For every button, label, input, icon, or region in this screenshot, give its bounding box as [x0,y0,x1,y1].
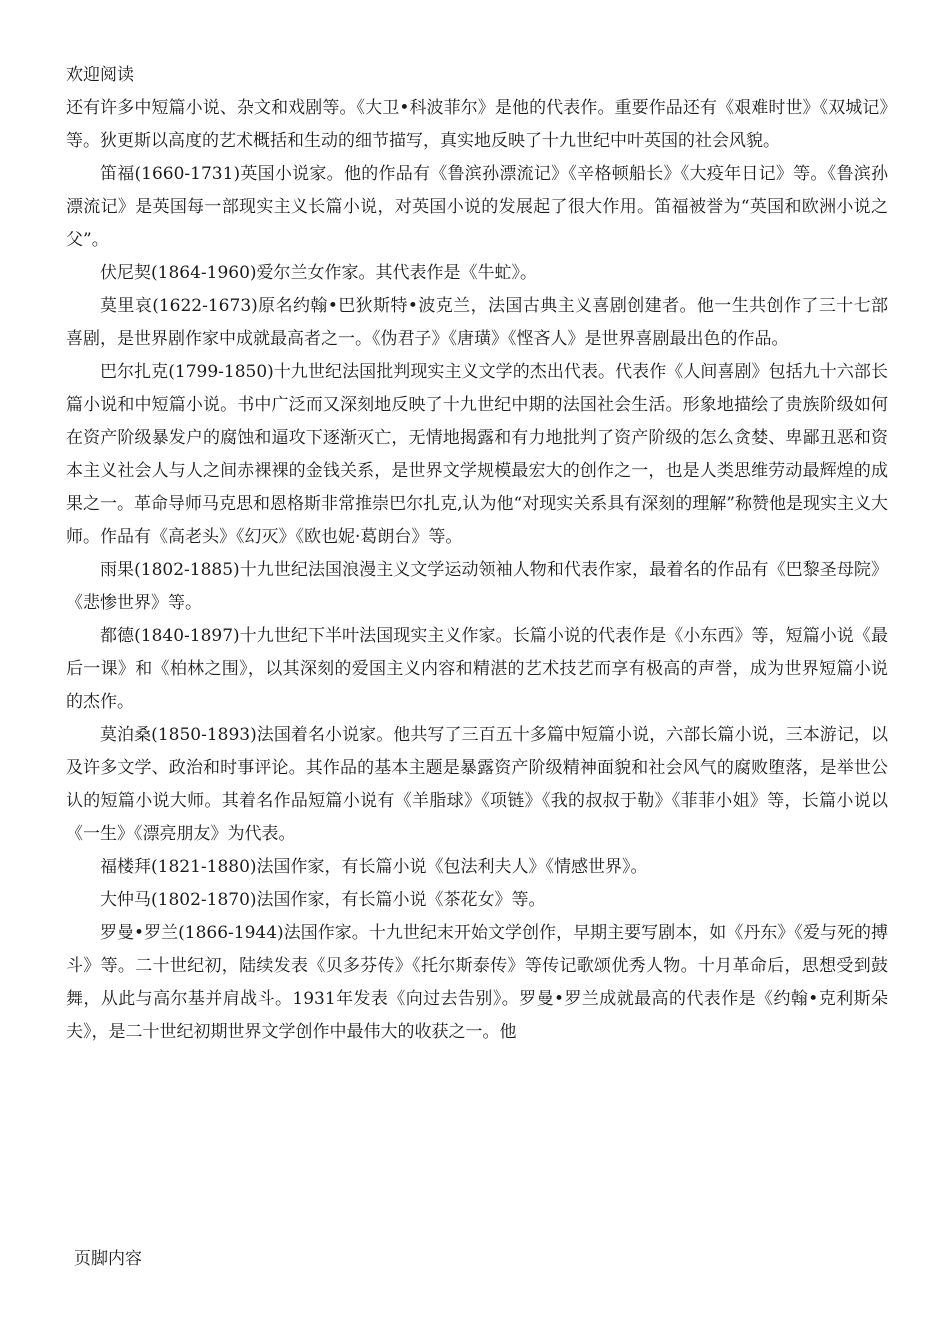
paragraph-flaubert: 福楼拜(1821-1880)法国作家，有长篇小说《包法利夫人》《情感世界》。 [100,857,648,877]
paragraph-moliere: 莫里哀(1622-1673)原名约翰•巴狄斯特•波克兰，法国古典主义喜剧创建者。他一生共创作了三十七部喜剧，是世界剧作家中成就最高者之一。《伪君子》《唐璜》《悭吝人》是世界喜剧最出色的作品。 [66,296,888,349]
paragraph-maupassant: 莫泊桑(1850-1893)法国着名小说家。他共写了三百五十多篇中短篇小说，六部长篇小说，三本游记，以及许多文学、政治和时事评论。其作品的基本主题是暴露资产阶级精神面貌和社会风气的腐败堕落，是举世公认的短篇小说大师。其着名作品短篇小说有《羊脂球》《项链》《我的叔叔于勒》《菲菲小姐》等，长篇小说以《一生》《漂亮朋友》为代表。 [66,725,888,844]
paragraph-dumas: 大仲马(1802-1870)法国作家，有长篇小说《茶花女》等。 [100,890,546,910]
paragraph-dickens-continued: 还有许多中短篇小说、杂文和戏剧等。《大卫•科波菲尔》是他的代表作。重要作品还有《艰难时世》《双城记》等。狄更斯以高度的艺术概括和生动的细节描写，真实地反映了十九世纪中叶英国的社会风貌。 [66,98,888,151]
paragraph-voynich: 伏尼契(1864-1960)爱尔兰女作家。其代表作是《牛虻》。 [100,263,538,283]
page-header: 欢迎阅读 [66,65,134,85]
paragraph-hugo: 雨果(1802-1885)十九世纪法国浪漫主义文学运动领袖人物和代表作家，最着名的作品有《巴黎圣母院》《悲惨世界》等。 [66,560,888,613]
paragraph-defoe: 笛福(1660-1731)英国小说家。他的作品有《鲁滨孙漂流记》《辛格顿船长》《大疫年日记》等。《鲁滨孙漂流记》是英国每一部现实主义长篇小说，对英国小说的发展起了很大作用。笛福被誉为“英国和欧洲小说之父”。 [66,164,888,250]
document-body [66,92,888,1049]
paragraph-balzac: 巴尔扎克(1799-1850)十九世纪法国批判现实主义文学的杰出代表。代表作《人间喜剧》包括九十六部长篇小说和中短篇小说。书中广泛而又深刻地反映了十九世纪中期的法国社会生活。形象地描绘了贵族阶级如何在资产阶级暴发户的腐蚀和逼攻下逐渐灭亡，无情地揭露和有力地批判了资产阶级的怎么贪婪、卑鄙丑恶和资本主义社会人与人之间赤裸裸的金钱关系，是世界文学规模最宏大的创作之一，也是人类思维劳动最辉煌的成果之一。革命导师马克思和恩格斯非常推崇巴尔扎克,认为他“对现实关系具有深刻的理解”称赞他是现实主义大师。作品有《高老头》《幻灭》《欧也妮·葛朗台》等。 [66,362,888,547]
page-footer: 页脚内容 [74,1249,142,1269]
paragraph-daudet: 都德(1840-1897)十九世纪下半叶法国现实主义作家。长篇小说的代表作是《小东西》等，短篇小说《最后一课》和《柏林之围》，以其深刻的爱国主义内容和精湛的艺术技艺而享有极高的声誉，成为世界短篇小说的杰作。 [66,626,888,712]
paragraph-rolland: 罗曼•罗兰(1866-1944)法国作家。十九世纪末开始文学创作，早期主要写剧本，如《丹东》《爱与死的搏斗》等。二十世纪初，陆续发表《贝多芬传》《托尔斯泰传》等传记歌颂优秀人物。十月革命后，思想受到鼓舞，从此与高尔基并肩战斗。1931年发表《向过去告别》。罗曼•罗兰成就最高的代表作是《约翰•克利斯朵夫》，是二十世纪初期世界文学创作中最伟大的收获之一。他 [66,923,888,1042]
